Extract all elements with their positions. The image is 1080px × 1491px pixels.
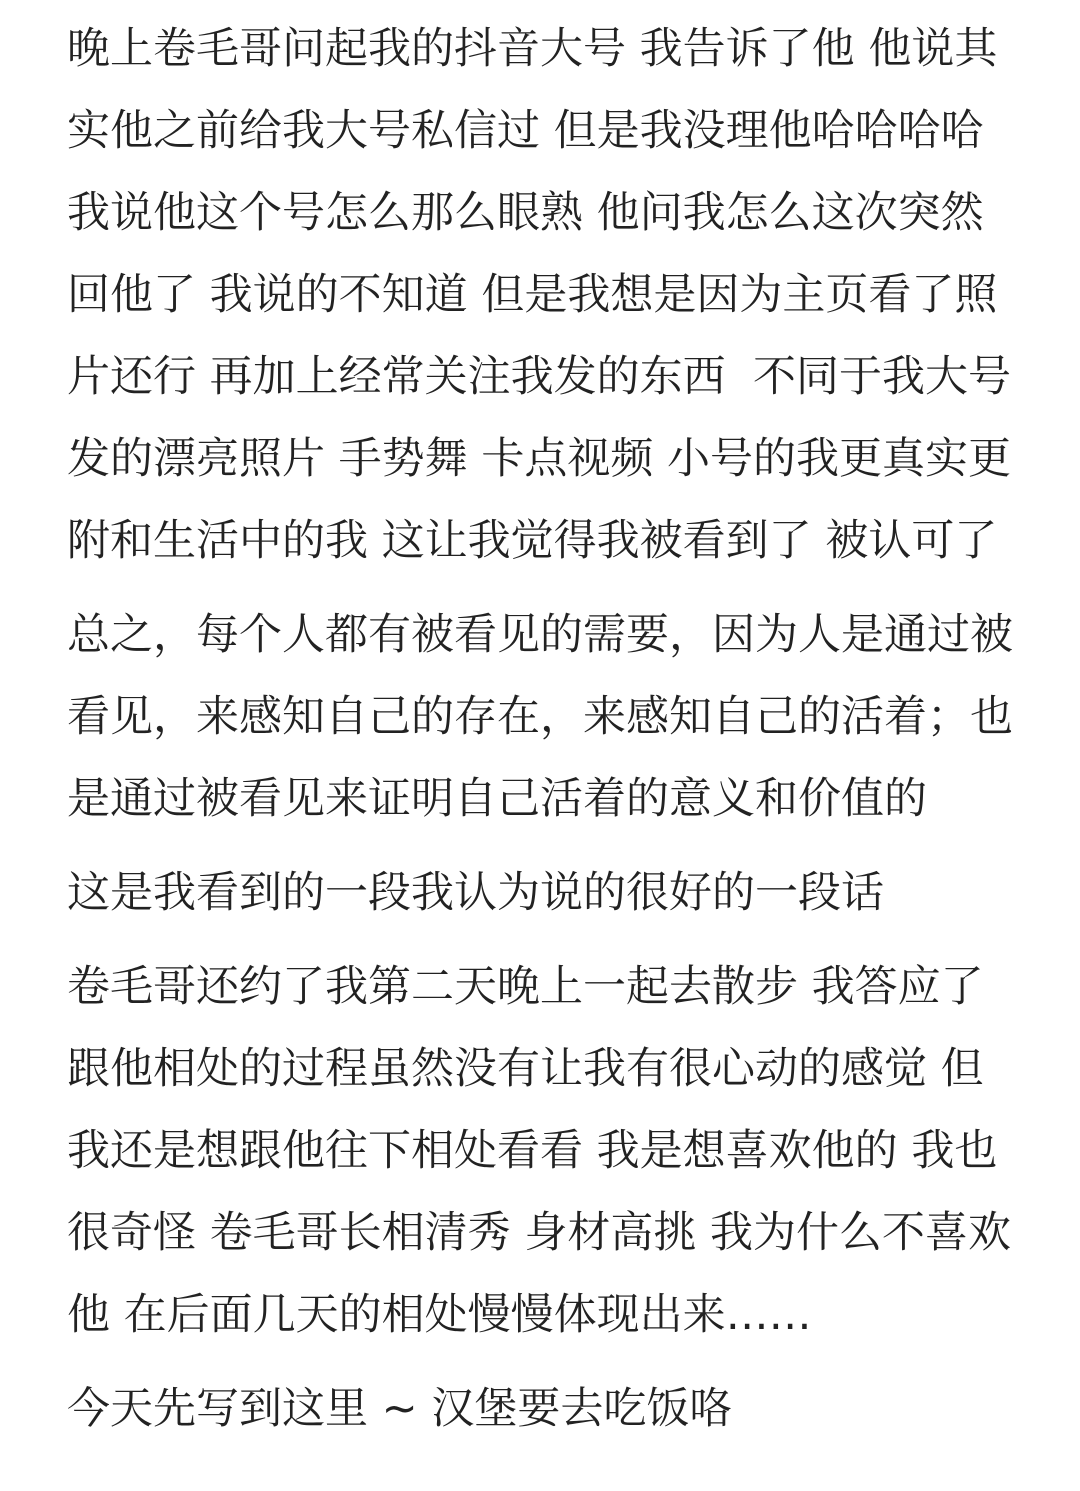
paragraph-gap xyxy=(67,934,1027,946)
paragraph-gap xyxy=(67,840,1027,852)
paragraph xyxy=(67,852,1027,934)
text-line: 今天先写到这里 ~ 汉堡要去吃饭咯 xyxy=(67,1384,733,1434)
text-line: 片还行 再加上经常关注我发的东西 不同于我大号 xyxy=(67,352,1012,402)
article-body xyxy=(67,8,1027,1450)
text-line: 看见，来感知自己的存在，来感知自己的活着；也 xyxy=(67,692,1013,742)
paragraph xyxy=(67,594,1027,840)
text-line: 跟他相处的过程虽然没有让我有很心动的感觉 但 xyxy=(67,1044,984,1094)
text-line: 我还是想跟他往下相处看看 我是想喜欢他的 我也 xyxy=(67,1126,998,1176)
text-line: 附和生活中的我 这让我觉得我被看到了 被认可了 xyxy=(67,516,998,566)
text-line: 很奇怪 卷毛哥长相清秀 身材高挑 我为什么不喜欢 xyxy=(67,1208,1012,1258)
paragraph xyxy=(67,8,1027,582)
text-line: 发的漂亮照片 手势舞 卡点视频 小号的我更真实更 xyxy=(67,434,1012,484)
text-line: 晚上卷毛哥问起我的抖音大号 我告诉了他 他说其 xyxy=(67,24,998,74)
paragraph xyxy=(67,1368,1027,1450)
text-line: 这是我看到的一段我认为说的很好的一段话 xyxy=(67,868,884,918)
paragraph-gap xyxy=(67,1356,1027,1368)
text-line: 他 在后面几天的相处慢慢体现出来…… xyxy=(67,1290,812,1340)
text-line: 卷毛哥还约了我第二天晚上一起去散步 我答应了 xyxy=(67,962,984,1012)
text-line: 总之，每个人都有被看见的需要，因为人是通过被 xyxy=(67,610,1013,660)
text-line: 实他之前给我大号私信过 但是我没理他哈哈哈哈 xyxy=(67,106,984,156)
text-line: 我说他这个号怎么那么眼熟 他问我怎么这次突然 xyxy=(67,188,984,238)
paragraph-gap xyxy=(67,582,1027,594)
text-line: 是通过被看见来证明自己活着的意义和价值的 xyxy=(67,774,927,824)
text-line: 回他了 我说的不知道 但是我想是因为主页看了照 xyxy=(67,270,998,320)
paragraph xyxy=(67,946,1027,1356)
